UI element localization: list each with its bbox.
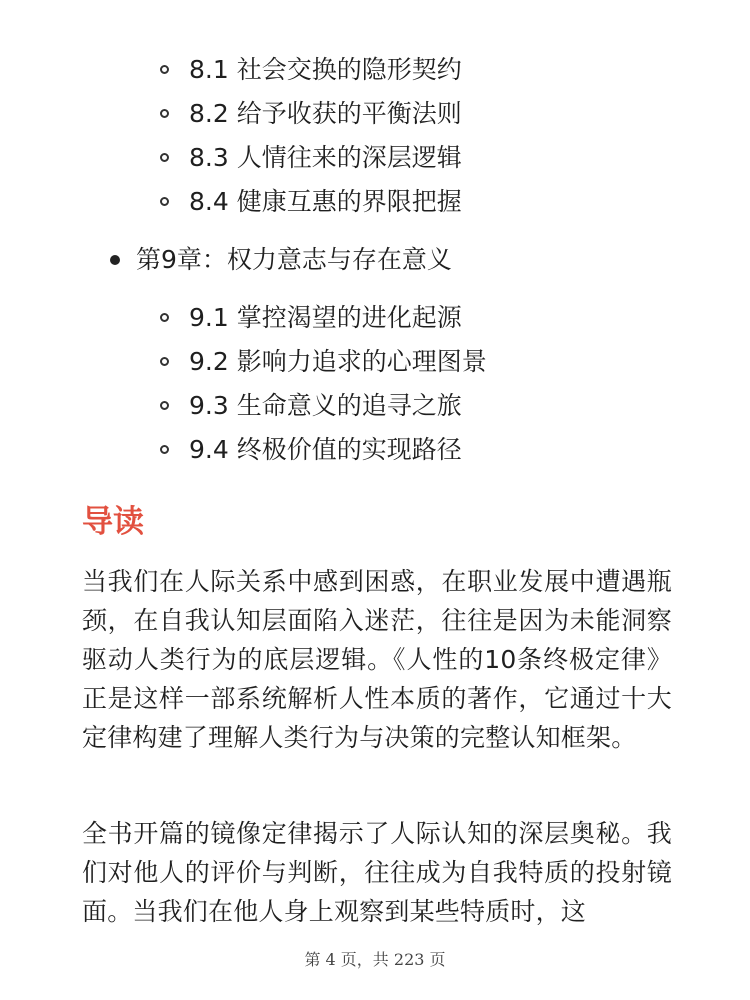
hollow-bullet-icon <box>160 313 169 322</box>
toc-item-label: 8.1 社会交换的隐形契约 <box>189 55 462 84</box>
hollow-bullet-icon <box>160 153 169 162</box>
toc-chapter-label: 第9章：权力意志与存在意义 <box>136 245 452 274</box>
hollow-bullet-icon <box>160 197 169 206</box>
intro-paragraph-2: 全书开篇的镜像定律揭示了人际认知的深层奥秘。我们对他人的评价与判断，往往成为自我特质的投射镜面。当我们在他人身上观察到某些特质时，这 <box>82 819 672 926</box>
toc-item-label: 9.4 终极价值的实现路径 <box>189 435 462 464</box>
toc-item-label: 9.3 生命意义的追寻之旅 <box>189 391 462 420</box>
hollow-bullet-icon <box>160 357 169 366</box>
toc-item-label: 9.2 影响力追求的心理图景 <box>189 347 487 376</box>
intro-paragraph-1: 当我们在人际关系中感到困惑，在职业发展中遭遇瓶颈，在自我认知层面陷入迷茫，往往是因为未能洞察驱动人类行为的底层逻辑。《人性的10条终极定律》正是这样一部系统解析人性本质的著作，它通过十大定律构建了理解人类行为与决策的完整认知框架。 <box>82 567 672 752</box>
toc-item-label: 9.1 掌控渴望的进化起源 <box>189 303 462 332</box>
hollow-bullet-icon <box>160 445 169 454</box>
hollow-bullet-icon <box>160 65 169 74</box>
toc-item-label: 8.2 给予收获的平衡法则 <box>189 99 462 128</box>
page-number: 第 4 页，共 223 页 <box>304 950 446 969</box>
intro-heading: 导读 <box>82 504 144 540</box>
hollow-bullet-icon <box>160 109 169 118</box>
toc-item-label: 8.4 健康互惠的界限把握 <box>189 187 462 216</box>
hollow-bullet-icon <box>160 401 169 410</box>
filled-bullet-icon <box>110 255 120 265</box>
toc-item-label: 8.3 人情往来的深层逻辑 <box>189 143 462 172</box>
